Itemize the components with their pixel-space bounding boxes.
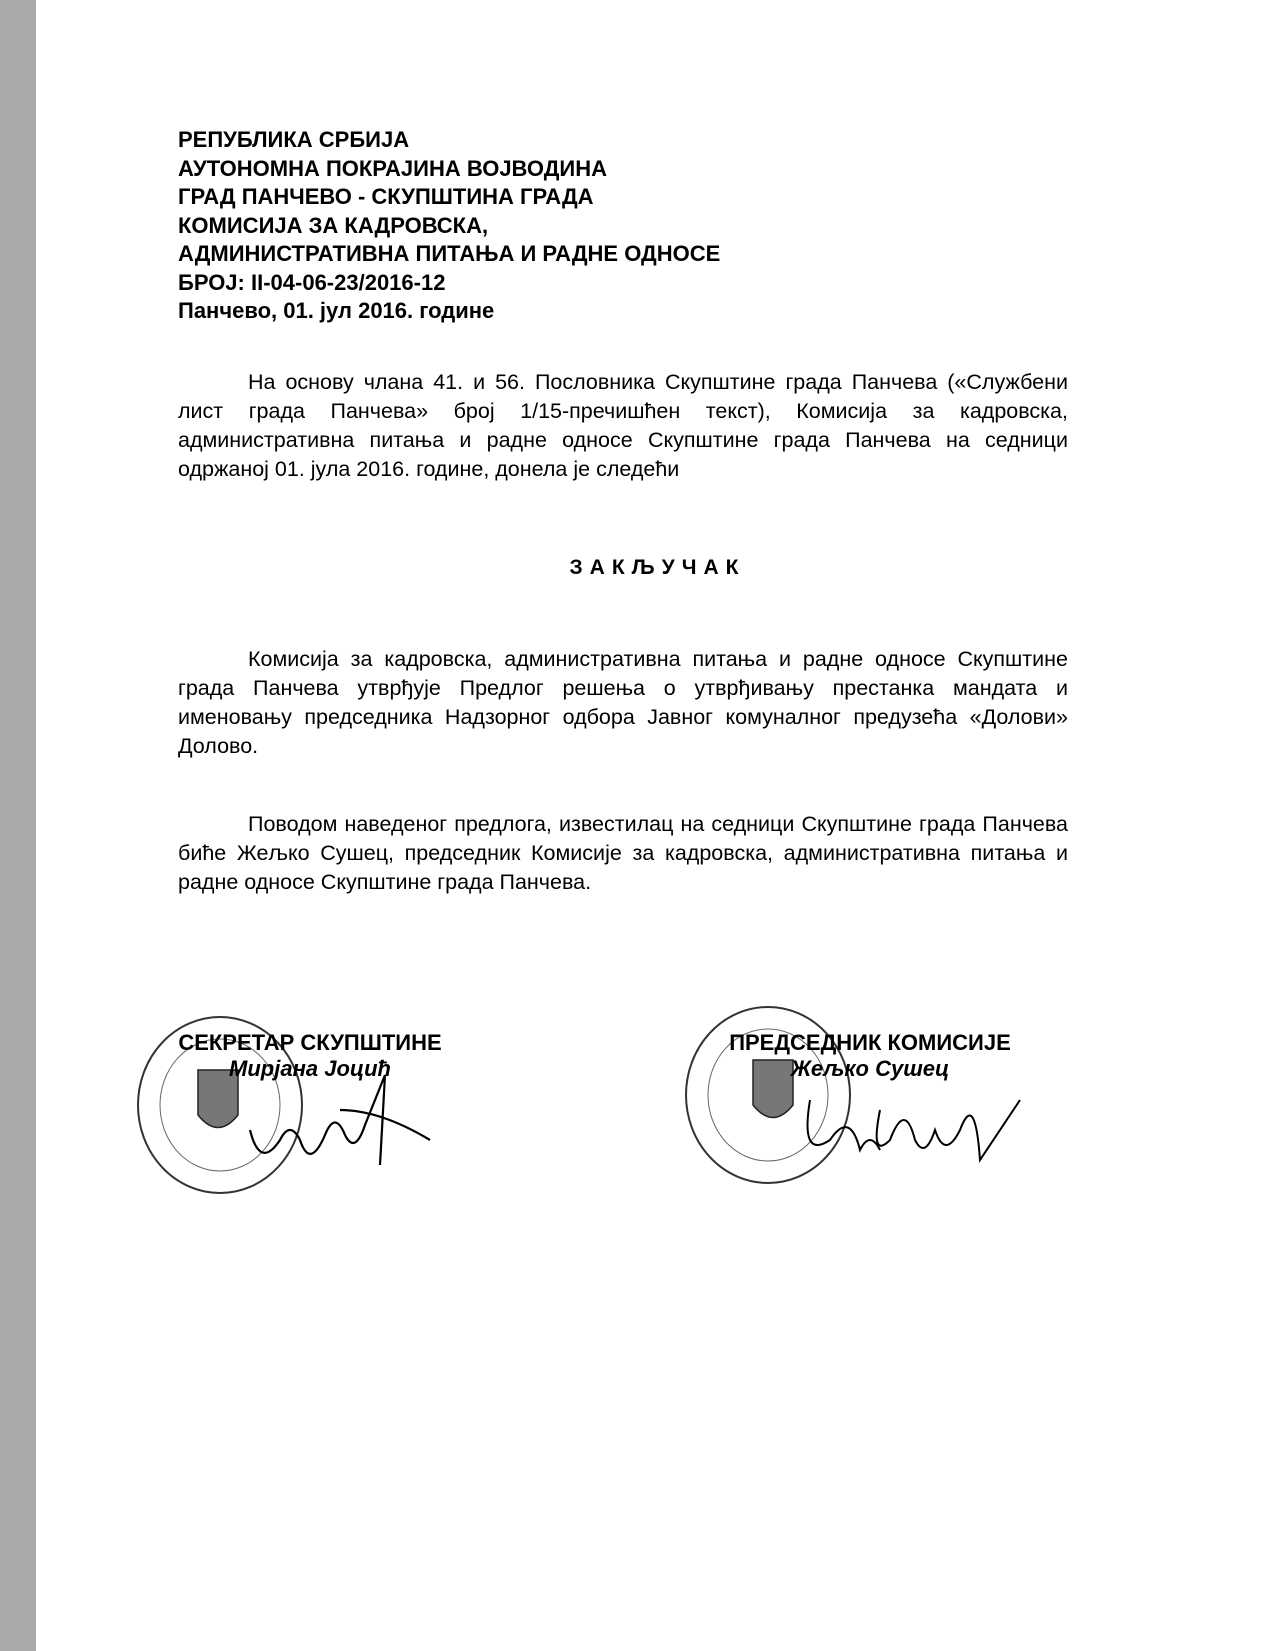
document-header [178, 126, 720, 326]
document-date: Панчево, 01. јул 2016. године [178, 298, 495, 323]
intro-paragraph: На основу члана 41. и 56. Пословника Скупштине града Панчева («Службени лист града Панчева» број 1/15-пречишћен текст), Комисија за кадровска, административна питања и радне односе Скупштине града Панчева на седници одржаној 01. јула 2016. године, донела је следећи [178, 370, 1068, 481]
scan-margin-strip [0, 0, 36, 1651]
conclusion-paragraph: Комисија за кадровска, административна питања и радне односе Скупштине града Панчева утврђује Предлог решења о утврђивању престанка мандата и именовању председника Надзорног одбора Јавног комуналног предузећа «Долови» Долово. [178, 647, 1068, 758]
commission-president-title: ПРЕДСЕДНИК КОМИСИЈЕ [729, 1030, 1011, 1055]
signature-left [230, 1070, 470, 1170]
document-title: ЗАКЉУЧАК [569, 556, 746, 579]
commission-president-name: Жељко Сушец [790, 1056, 950, 1081]
signature-block-left [150, 1030, 470, 1082]
header-line: АУТОНОМНА ПОКРАЈИНА ВОЈВОДИНА [178, 155, 607, 181]
rapporteur-paragraph: Поводом наведеног предлога, известилац на седници Скупштине града Панчева биће Жељко Сушец, председник Комисије за кадровска, административна питања и радне односе Скупштине града Панчева. [178, 812, 1068, 894]
signature-block-right [700, 1030, 1040, 1082]
signature-right [790, 1080, 1030, 1170]
header-line: КОМИСИЈА ЗА КАДРОВСКА, [178, 212, 489, 238]
header-line: ГРАД ПАНЧЕВО - СКУПШТИНА ГРАДА [178, 184, 594, 209]
reference-number: БРОЈ: II-04-06-23/2016-12 [178, 269, 446, 295]
secretary-name: Мирјана Јоцић [229, 1056, 391, 1081]
secretary-title: СЕКРЕТАР СКУПШТИНЕ [178, 1030, 442, 1055]
header-line: АДМИНИСТРАТИВНА ПИТАЊА И РАДНЕ ОДНОСЕ [178, 241, 721, 266]
header-line: РЕПУБЛИКА СРБИЈА [178, 127, 410, 152]
